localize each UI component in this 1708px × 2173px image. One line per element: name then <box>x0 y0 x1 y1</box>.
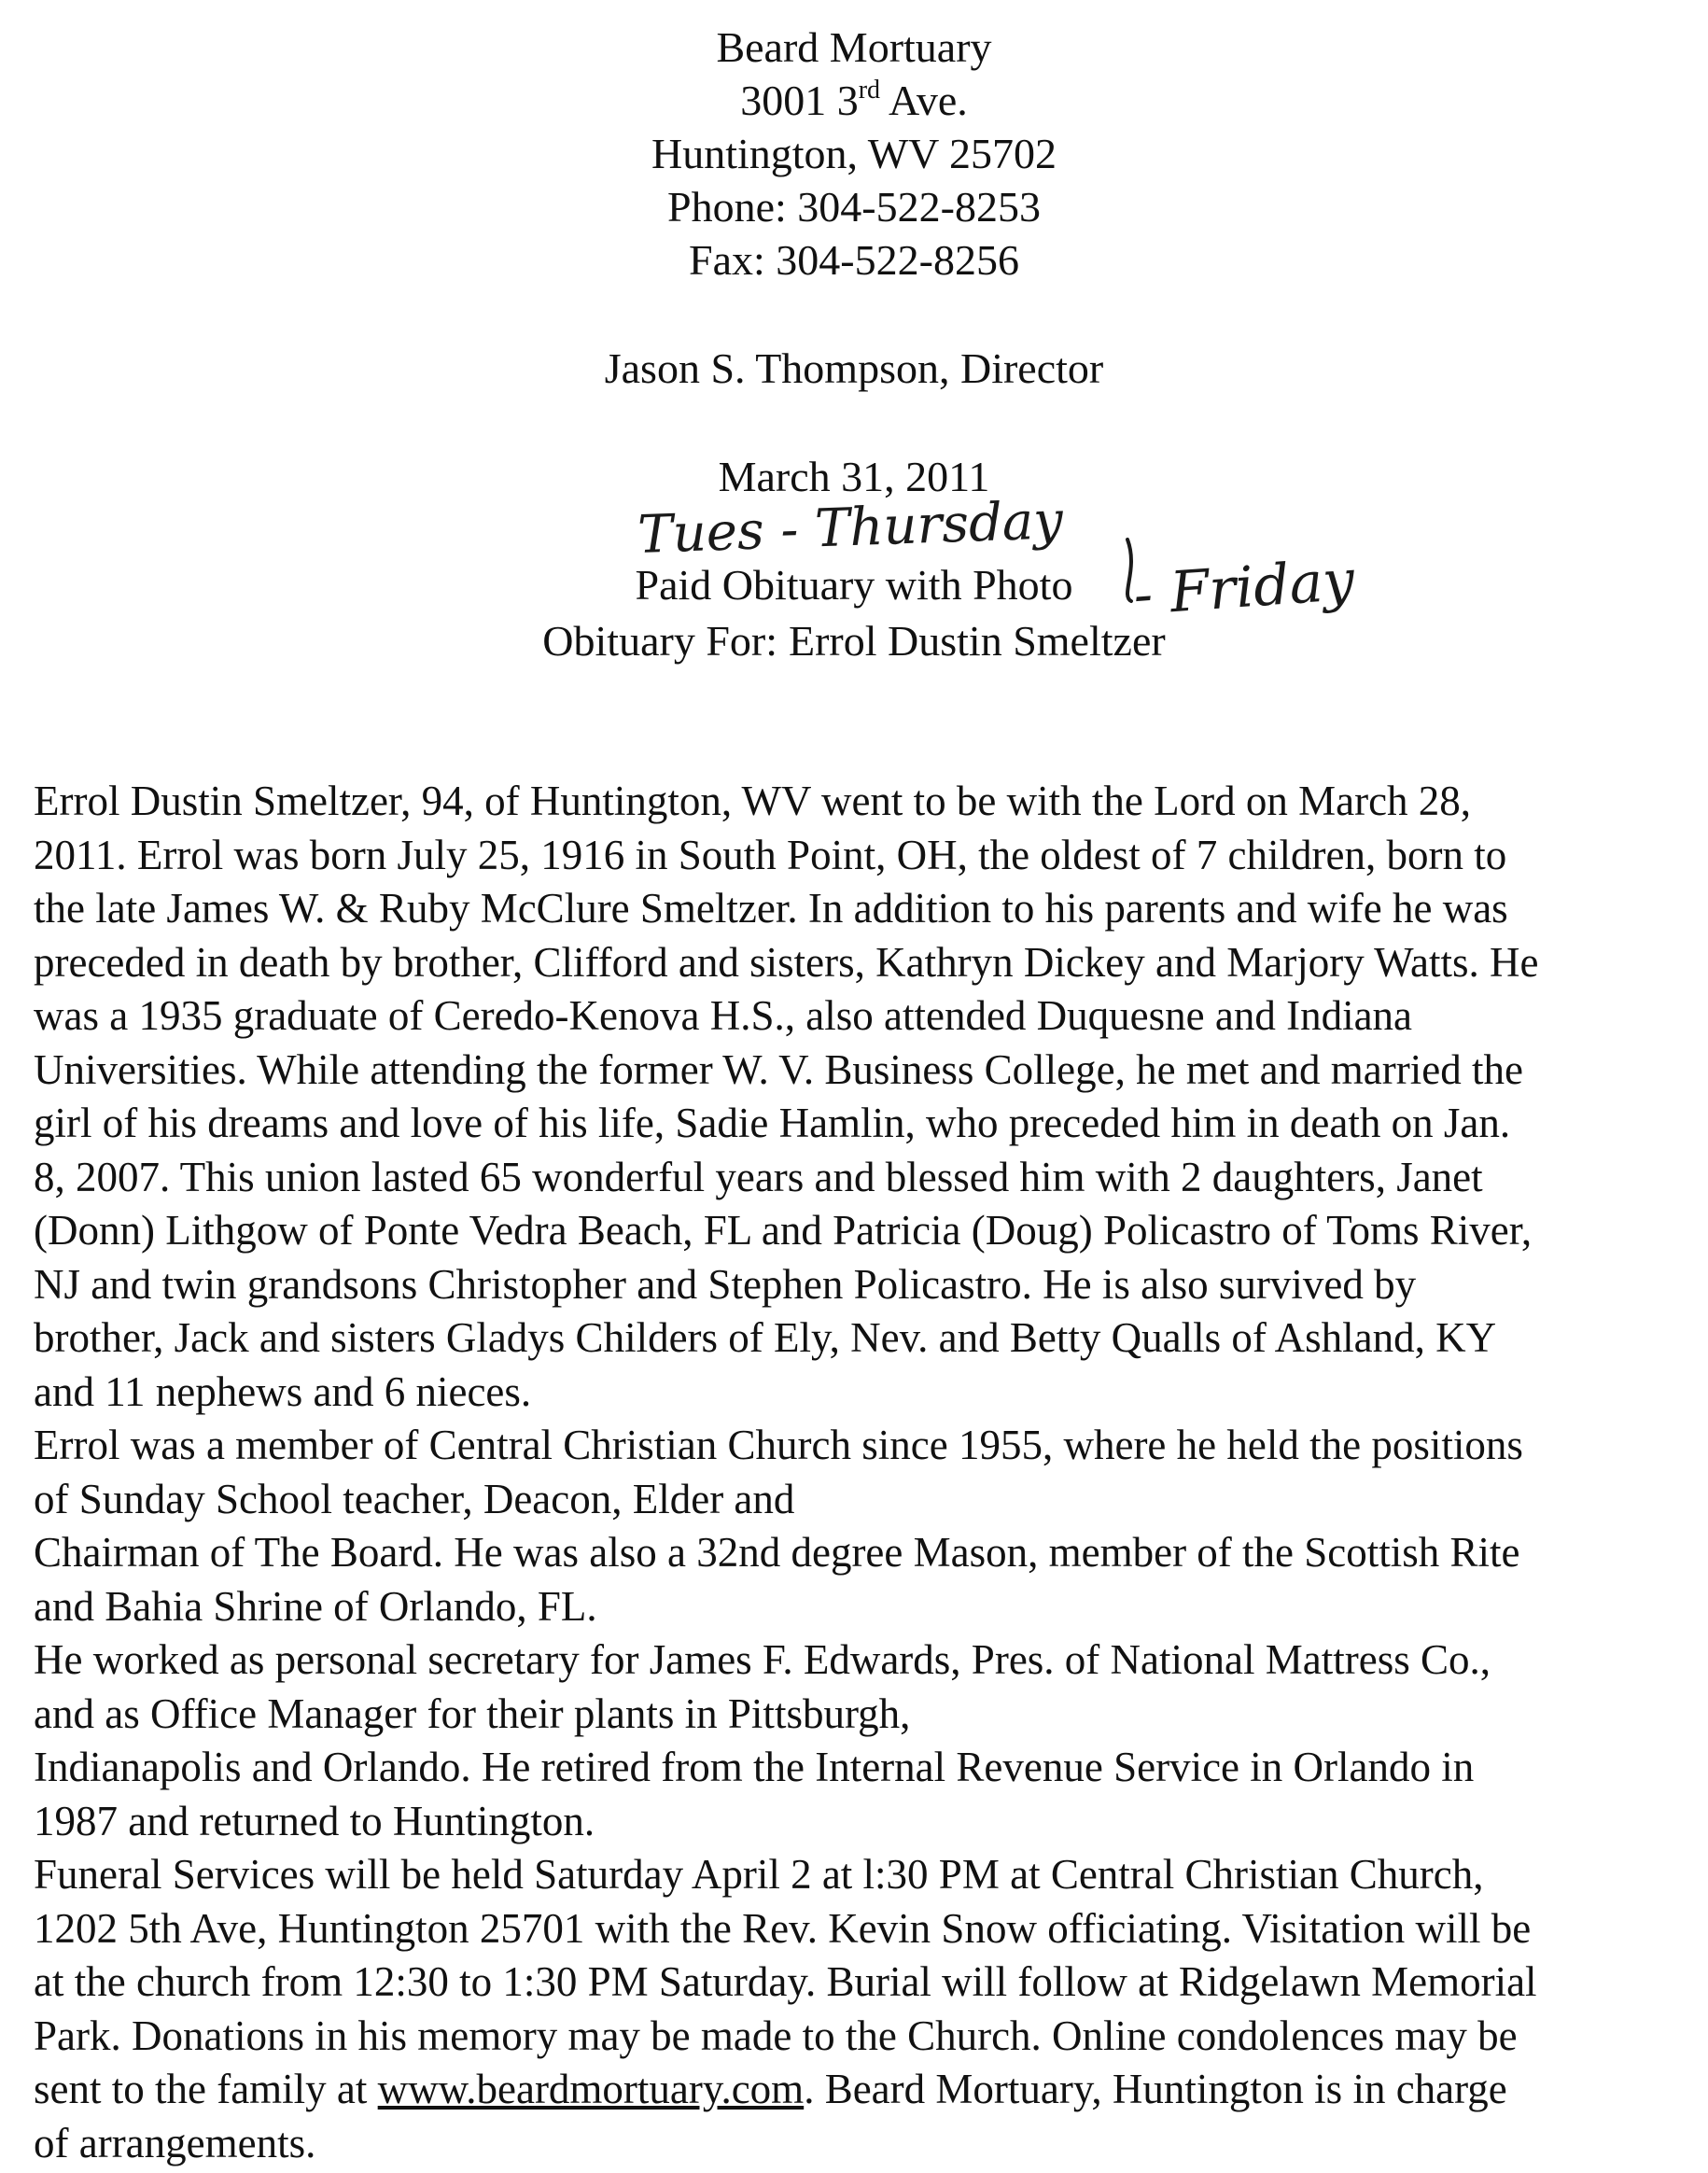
body-line: the late James W. & Ruby McClure Smeltzer. In addition to his parents and wife he was <box>34 885 1508 932</box>
link-line-after: . Beard Mortuary, Huntington is in charge <box>804 2066 1507 2112</box>
body-line: of arrangements. <box>34 2119 316 2166</box>
body-line: and 11 nephews and 6 nieces. <box>34 1367 532 1415</box>
body-line: and as Office Manager for their plants in Pittsburgh, <box>34 1689 911 1737</box>
body-line: preceded in death by brother, Clifford and sisters, Kathryn Dickey and Marjory Watts. He <box>34 938 1539 986</box>
body-line: at the church from 12:30 to 1:30 PM Saturday. Burial will follow at Ridgelawn Memorial <box>34 1958 1537 2005</box>
link-line-before: sent to the family at <box>34 2066 378 2112</box>
body-line: girl of his dreams and love of his life, Sadie Hamlin, who preceded him in death on Jan. <box>34 1100 1511 1146</box>
body-line: 1202 5th Ave, Huntington 25701 with the Rev. Kevin Snow officiating. Visitation will be <box>34 1904 1532 1952</box>
director-name: Jason S. Thompson, Director <box>604 344 1104 392</box>
address-suffix: rd <box>858 76 881 105</box>
body-line: NJ and twin grandsons Christopher and Stephen Policastro. He is also survived by <box>34 1260 1417 1308</box>
body-line: Errol Dustin Smeltzer, 94, of Huntington, WV went to be with the Lord on March 28, <box>34 778 1472 824</box>
body-line: (Donn) Lithgow of Ponte Vedra Beach, FL and Patricia (Doug) Policastro of Toms River, <box>34 1207 1533 1254</box>
handwriting-line-2: - Friday <box>1131 547 1357 628</box>
body-line: Funeral Services will be held Saturday April 2 at l:30 PM at Central Christian Church, <box>34 1851 1484 1898</box>
handwriting-line-1: Tues - Thursday <box>637 490 1064 566</box>
body-line: Park. Donations in his memory may be made to the Church. Online condolences may be <box>34 2012 1518 2059</box>
obituary-for-name: Errol Dustin Smeltzer <box>789 617 1166 665</box>
mortuary-website-link[interactable]: www.beardmortuary.com <box>377 2066 805 2112</box>
obituary-body <box>34 775 1708 2170</box>
obituary-for-heading <box>0 614 1708 667</box>
letterhead <box>0 21 1708 287</box>
address-street: Ave. <box>880 77 968 124</box>
obituary-for-label: Obituary For: <box>542 617 777 665</box>
fax-number: Fax: 304-522-8256 <box>689 236 1019 284</box>
body-line: Errol was a member of Central Christian Church since 1955, where he held the positions <box>34 1422 1523 1468</box>
body-line: of Sunday School teacher, Deacon, Elder and <box>34 1475 795 1522</box>
body-line: 2011. Errol was born July 25, 1916 in South Point, OH, the oldest of 7 children, born to <box>34 831 1507 878</box>
phone-number: Phone: 304-522-8253 <box>667 183 1041 231</box>
body-line: Indianapolis and Orlando. He retired from the Internal Revenue Service in Orlando in <box>34 1744 1475 1790</box>
body-line: and Bahia Shrine of Orlando, FL. <box>34 1582 597 1630</box>
body-line: was a 1935 graduate of Ceredo-Kenova H.S., also attended Duquesne and Indiana <box>34 992 1413 1039</box>
body-line-with-link <box>34 2063 1708 2117</box>
body-line: 1987 and returned to Huntington. <box>34 1797 595 1844</box>
body-line: Chairman of The Board. He was also a 32nd degree Mason, member of the Scottish Rite <box>34 1529 1520 1576</box>
body-line: He worked as personal secretary for James F. Edwards, Pres. of National Mattress Co., <box>34 1636 1491 1683</box>
street-address <box>0 74 1708 127</box>
notice-type: Paid Obituary with Photo <box>635 561 1073 609</box>
city-state-zip: Huntington, WV 25702 <box>651 130 1057 177</box>
address-number: 3001 3 <box>740 77 859 124</box>
company-name: Beard Mortuary <box>716 23 992 71</box>
body-line: 8, 2007. This union lasted 65 wonderful years and blessed him with 2 daughters, Janet <box>34 1153 1483 1200</box>
body-line: Universities. While attending the former W. V. Business College, he met and married the <box>34 1045 1523 1093</box>
letter-date: March 31, 2011 <box>718 453 990 500</box>
body-line: brother, Jack and sisters Gladys Childers of Ely, Nev. and Betty Qualls of Ashland, KY <box>34 1314 1497 1361</box>
